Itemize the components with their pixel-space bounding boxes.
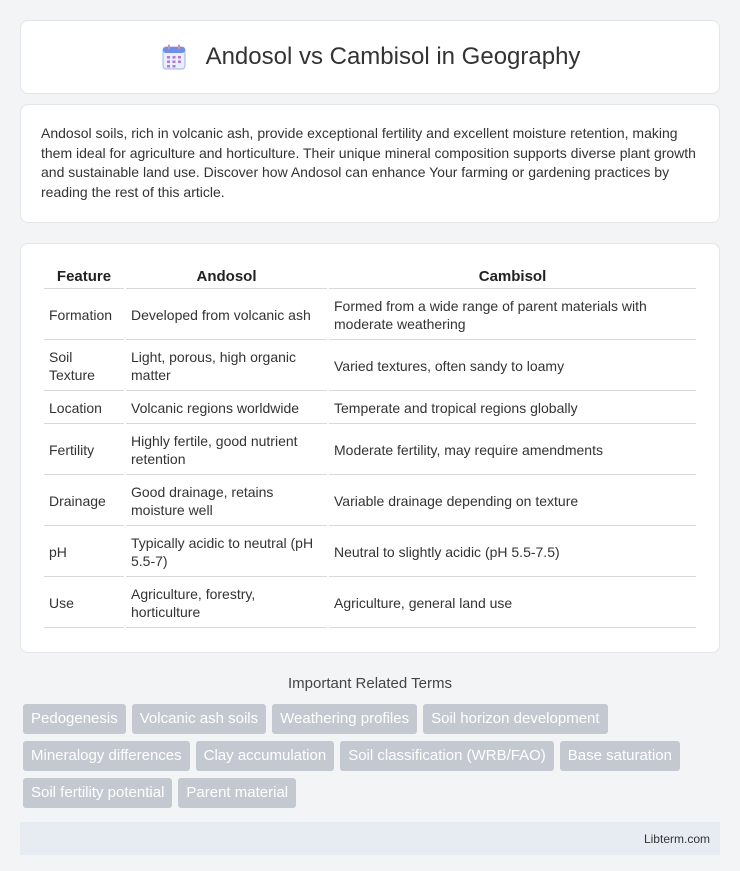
- related-terms-title: Important Related Terms: [288, 675, 452, 692]
- row-feature: Drainage: [44, 477, 124, 526]
- related-terms-list: [20, 704, 720, 808]
- term-tag[interactable]: Mineralogy differences: [23, 741, 190, 771]
- row-feature: Soil Texture: [44, 342, 124, 391]
- row-cambisol: Varied textures, often sandy to loamy: [329, 342, 696, 391]
- intro-text: Andosol soils, rich in volcanic ash, provide exceptional fertility and excellent moisture retention, making them ideal for agriculture and horticulture. Their unique mineral composition supports diverse plant growth and sustainable land use. Discover how Andosol can enhance Your farming or gardening practices by reading the rest of this article.: [41, 125, 696, 200]
- header-cambisol: Cambisol: [329, 266, 696, 289]
- row-cambisol: Moderate fertility, may require amendments: [329, 426, 696, 475]
- row-cambisol: Temperate and tropical regions globally: [329, 393, 696, 424]
- row-andosol: Highly fertile, good nutrient retention: [126, 426, 327, 475]
- header-feature: Feature: [44, 266, 124, 289]
- row-feature: Formation: [44, 291, 124, 340]
- table-row: [44, 393, 696, 424]
- footer-site-link[interactable]: Libterm.com: [643, 831, 710, 846]
- table-header-row: [44, 266, 696, 289]
- table-row: [44, 477, 696, 526]
- row-feature: Location: [44, 393, 124, 424]
- table-row: [44, 291, 696, 340]
- page-title: Andosol vs Cambisol in Geography: [205, 43, 581, 70]
- term-tag[interactable]: Soil horizon development: [423, 704, 607, 734]
- term-tag[interactable]: Soil classification (WRB/FAO): [340, 741, 554, 771]
- term-tag[interactable]: Weathering profiles: [272, 704, 417, 734]
- comparison-table-card: [20, 243, 720, 653]
- table-row: [44, 426, 696, 475]
- intro-card: [20, 104, 720, 223]
- comparison-table: [42, 264, 698, 630]
- term-tag[interactable]: Parent material: [178, 778, 296, 808]
- term-tag[interactable]: Clay accumulation: [196, 741, 335, 771]
- row-cambisol: Formed from a wide range of parent materials with moderate weathering: [329, 291, 696, 340]
- table-row: [44, 528, 696, 577]
- row-feature: pH: [44, 528, 124, 577]
- term-tag[interactable]: Pedogenesis: [23, 704, 126, 734]
- row-feature: Use: [44, 579, 124, 628]
- row-feature: Fertility: [44, 426, 124, 475]
- table-row: [44, 579, 696, 628]
- footer: [20, 822, 720, 855]
- term-tag[interactable]: Base saturation: [560, 741, 680, 771]
- row-andosol: Light, porous, high organic matter: [126, 342, 327, 391]
- calendar-icon: [160, 43, 188, 71]
- header-card: [20, 20, 720, 94]
- term-tag[interactable]: Volcanic ash soils: [132, 704, 266, 734]
- row-andosol: Volcanic regions worldwide: [126, 393, 327, 424]
- row-andosol: Typically acidic to neutral (pH 5.5-7): [126, 528, 327, 577]
- term-tag[interactable]: Soil fertility potential: [23, 778, 172, 808]
- row-cambisol: Agriculture, general land use: [329, 579, 696, 628]
- row-andosol: Developed from volcanic ash: [126, 291, 327, 340]
- table-row: [44, 342, 696, 391]
- header-andosol: Andosol: [126, 266, 327, 289]
- row-andosol: Good drainage, retains moisture well: [126, 477, 327, 526]
- row-cambisol: Neutral to slightly acidic (pH 5.5-7.5): [329, 528, 696, 577]
- row-cambisol: Variable drainage depending on texture: [329, 477, 696, 526]
- row-andosol: Agriculture, forestry, horticulture: [126, 579, 327, 628]
